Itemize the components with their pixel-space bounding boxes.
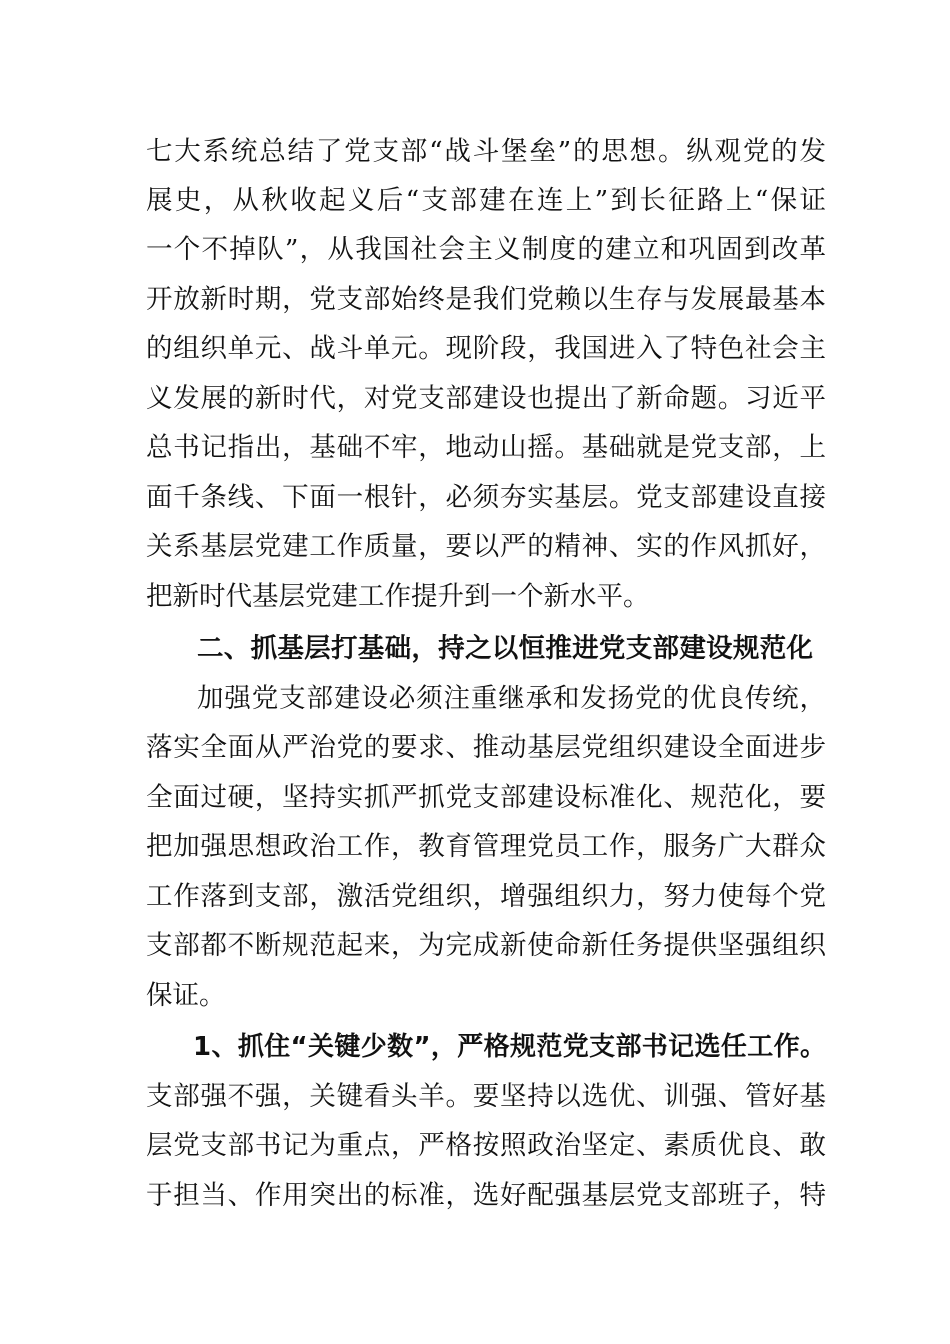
body-line: 义发展的新时代，对党支部建设也提出了新命题。习近平 <box>146 383 826 414</box>
body-line: 加强党支部建设必须注重继承和发扬党的优良传统， <box>197 683 826 714</box>
subsection-heading: 1、抓住“关键少数”，严格规范党支部书记选任工作。 <box>193 1032 826 1062</box>
body-line: 关系基层党建工作质量，要以严的精神、实的作风抓好， <box>146 531 826 562</box>
body-line: 于担当、作用突出的标准，选好配强基层党支部班子，特 <box>146 1180 826 1211</box>
body-line: 展史，从秋收起义后“支部建在连上”到长征路上“保证 <box>146 185 826 216</box>
body-line: 的组织单元、战斗单元。现阶段，我国进入了特色社会主 <box>146 333 826 364</box>
body-line: 一个不掉队”，从我国社会主义制度的建立和巩固到改革 <box>146 234 826 265</box>
body-line: 全面过硬，坚持实抓严抓党支部建设标准化、规范化，要 <box>146 782 826 813</box>
body-line: 七大系统总结了党支部“战斗堡垒”的思想。纵观党的发 <box>146 136 826 167</box>
body-line: 把加强思想政治工作，教育管理党员工作，服务广大群众 <box>146 831 826 862</box>
body-line: 落实全面从严治党的要求、推动基层党组织建设全面进步 <box>146 732 826 763</box>
body-line: 层党支部书记为重点，严格按照政治坚定、素质优良、敢 <box>146 1130 826 1161</box>
body-line: 把新时代基层党建工作提升到一个新水平。 <box>146 581 650 612</box>
body-line: 开放新时期，党支部始终是我们党赖以生存与发展最基本 <box>146 284 826 315</box>
body-line: 工作落到支部，激活党组织，增强组织力，努力使每个党 <box>146 881 826 912</box>
body-line: 面千条线、下面一根针，必须夯实基层。党支部建设直接 <box>146 482 826 513</box>
body-line: 支部都不断规范起来，为完成新使命新任务提供坚强组织 <box>146 930 826 961</box>
section-heading: 二、抓基层打基础，持之以恒推进党支部建设规范化 <box>197 633 813 664</box>
body-line: 总书记指出，基础不牢，地动山摇。基础就是党支部，上 <box>146 432 826 463</box>
body-line: 支部强不强，关键看头羊。要坚持以选优、训强、管好基 <box>146 1081 826 1112</box>
body-line: 保证。 <box>146 980 226 1011</box>
